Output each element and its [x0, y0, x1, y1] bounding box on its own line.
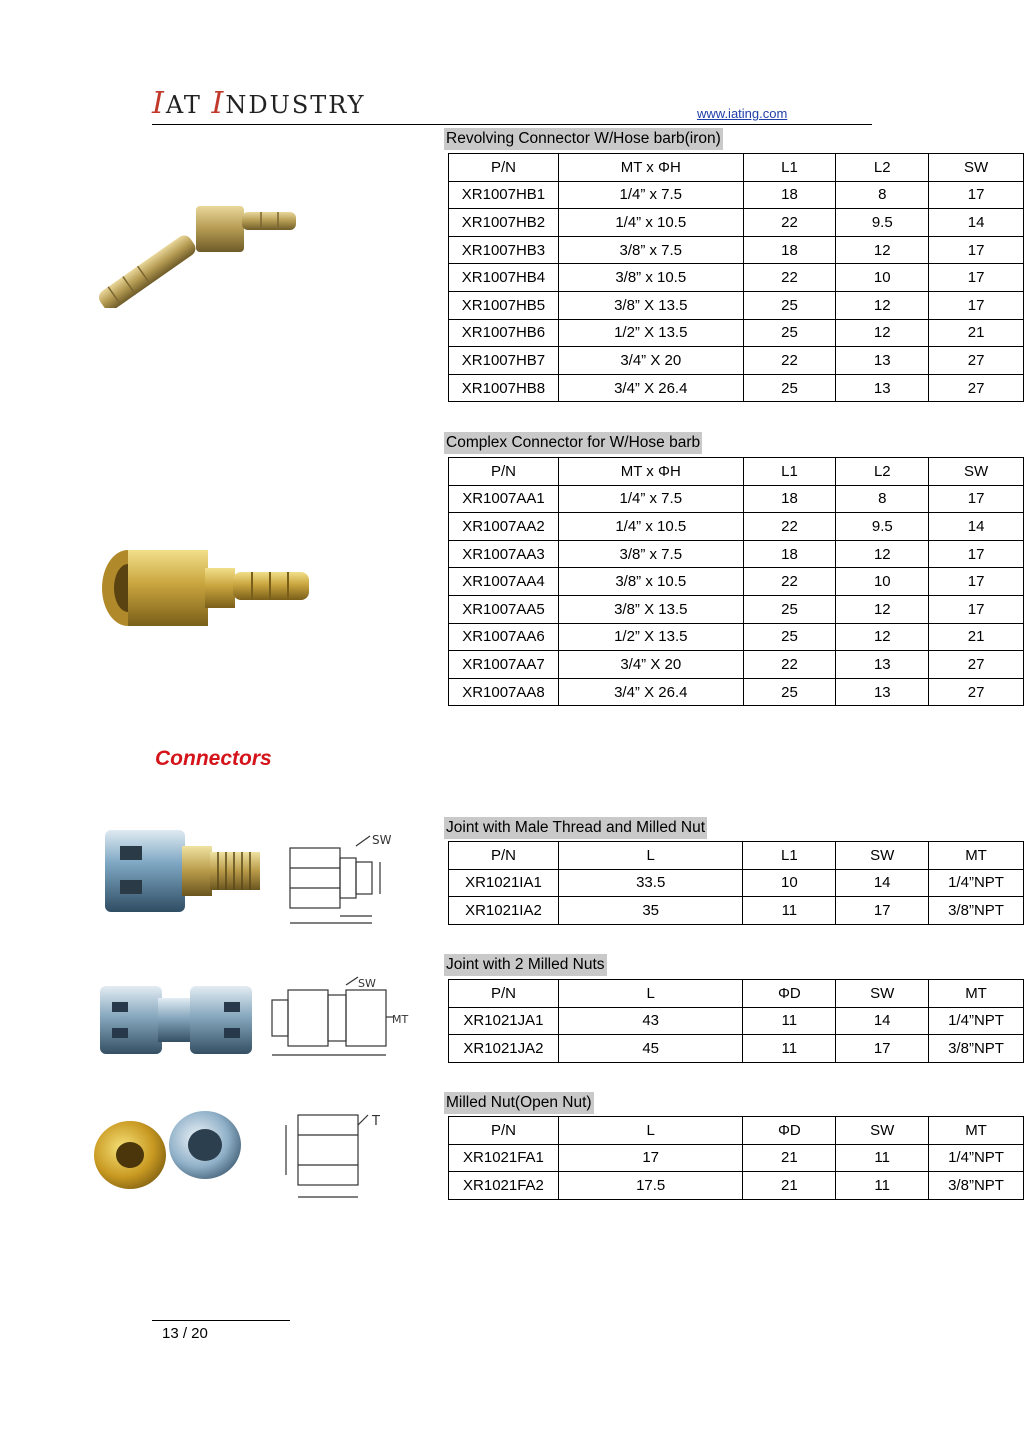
two-milled-nuts-title: Joint with 2 Milled Nuts: [444, 954, 607, 976]
table-cell: 12: [836, 595, 929, 623]
table-cell: 3/8” x 10.5: [558, 264, 743, 292]
logo-cap-2: I: [211, 86, 226, 121]
header-cell: P/N: [449, 842, 559, 870]
company-logo: [152, 80, 382, 120]
table-cell: 9.5: [836, 513, 929, 541]
table-cell: 17: [929, 595, 1024, 623]
table-cell: 9.5: [836, 209, 929, 237]
table-cell: 1/2” X 13.5: [558, 623, 743, 651]
table-cell: 12: [836, 236, 929, 264]
table-cell: XR1007HB8: [449, 374, 559, 402]
table-header-row: [449, 458, 1024, 486]
table-cell: 25: [743, 678, 836, 706]
table-row: [449, 347, 1024, 375]
open-nut-table: [448, 1116, 1024, 1200]
table-cell: 27: [929, 651, 1024, 679]
male-thread-joint-table: [448, 841, 1024, 925]
table-row: [449, 209, 1024, 237]
header-cell: SW: [929, 154, 1024, 182]
table-row: [449, 540, 1024, 568]
header-cell: P/N: [449, 1117, 559, 1145]
table-cell: 21: [929, 623, 1024, 651]
table-cell: 10: [836, 264, 929, 292]
two-milled-nuts-image: [96, 980, 256, 1060]
mt-label: MT: [392, 1013, 409, 1026]
table-cell: 3/8”NPT: [929, 897, 1024, 925]
table-cell: 11: [836, 1144, 929, 1172]
table-cell: 14: [836, 869, 929, 897]
table-cell: 12: [836, 291, 929, 319]
table-cell: 8: [836, 485, 929, 513]
table-cell: XR1021FA1: [449, 1144, 559, 1172]
table-cell: 13: [836, 651, 929, 679]
table-cell: 17: [929, 291, 1024, 319]
table-header-row: [449, 842, 1024, 870]
table-cell: 3/8” x 7.5: [558, 540, 743, 568]
table-cell: 12: [836, 540, 929, 568]
table-row: [449, 869, 1024, 897]
table-cell: 21: [743, 1172, 836, 1200]
header-cell: L: [558, 842, 743, 870]
header-cell: L2: [836, 458, 929, 486]
table-cell: 3/8” X 13.5: [558, 291, 743, 319]
footer-divider: [152, 1320, 290, 1321]
two-milled-nuts-table: [448, 979, 1024, 1063]
header-cell: SW: [836, 1117, 929, 1145]
table-cell: 22: [743, 568, 836, 596]
table-cell: 22: [743, 209, 836, 237]
header-cell: P/N: [449, 154, 559, 182]
table-cell: 22: [743, 513, 836, 541]
table-row: [449, 1144, 1024, 1172]
table-row: [449, 897, 1024, 925]
table-cell: 17.5: [558, 1172, 743, 1200]
header-cell: MT x ΦH: [558, 154, 743, 182]
table-cell: 10: [743, 869, 836, 897]
table-cell: XR1007HB6: [449, 319, 559, 347]
table-cell: 17: [836, 1035, 929, 1063]
table-cell: 1/4”NPT: [929, 869, 1024, 897]
table-cell: 22: [743, 347, 836, 375]
revolving-connector-image: [86, 188, 306, 308]
header-cell: SW: [929, 458, 1024, 486]
table-cell: 43: [558, 1007, 743, 1035]
table-cell: 1/4” x 10.5: [558, 209, 743, 237]
table-cell: 33.5: [558, 869, 743, 897]
table-cell: 3/4” X 20: [558, 347, 743, 375]
table-cell: 25: [743, 291, 836, 319]
table-cell: 18: [743, 236, 836, 264]
sw-label: SW: [358, 977, 376, 990]
table-row: [449, 264, 1024, 292]
table-cell: XR1007AA3: [449, 540, 559, 568]
table-cell: 3/4” X 26.4: [558, 374, 743, 402]
table-row: [449, 595, 1024, 623]
table-cell: 35: [558, 897, 743, 925]
sw-label: SW: [372, 833, 392, 847]
table-cell: 22: [743, 651, 836, 679]
header-divider: [152, 124, 872, 125]
table-row: [449, 291, 1024, 319]
table-cell: 1/4” x 10.5: [558, 513, 743, 541]
table-cell: 17: [929, 485, 1024, 513]
table-cell: 45: [558, 1035, 743, 1063]
logo-text-a: AT: [165, 91, 212, 119]
male-thread-joint-drawing: [280, 828, 405, 933]
header-cell: P/N: [449, 458, 559, 486]
header-cell: ΦD: [743, 980, 836, 1008]
table-cell: XR1007HB5: [449, 291, 559, 319]
table-cell: 25: [743, 374, 836, 402]
table-cell: 17: [929, 181, 1024, 209]
header-cell: MT x ΦH: [558, 458, 743, 486]
table-row: [449, 181, 1024, 209]
table-cell: 1/2” X 13.5: [558, 319, 743, 347]
table-cell: 17: [558, 1144, 743, 1172]
table-cell: 11: [743, 897, 836, 925]
open-nut-drawing: [268, 1105, 418, 1205]
header-cell: ΦD: [743, 1117, 836, 1145]
open-nut-image: [90, 1105, 250, 1195]
header-cell: L1: [743, 458, 836, 486]
header-cell: L: [558, 1117, 743, 1145]
table-cell: XR1007AA5: [449, 595, 559, 623]
table-cell: 3/8” x 7.5: [558, 236, 743, 264]
table-cell: 13: [836, 678, 929, 706]
header-cell: MT: [929, 842, 1024, 870]
table-row: [449, 678, 1024, 706]
table-cell: 1/4”NPT: [929, 1144, 1024, 1172]
connectors-heading: Connectors: [155, 747, 272, 770]
table-cell: 1/4” x 7.5: [558, 181, 743, 209]
table-cell: 25: [743, 319, 836, 347]
table-cell: XR1007HB3: [449, 236, 559, 264]
table-cell: XR1007AA7: [449, 651, 559, 679]
table-cell: 17: [929, 568, 1024, 596]
table-cell: XR1021JA1: [449, 1007, 559, 1035]
page-number: 13 / 20: [162, 1325, 208, 1342]
table-cell: XR1007HB4: [449, 264, 559, 292]
header-cell: L: [558, 980, 743, 1008]
header-cell: L2: [836, 154, 929, 182]
table-cell: 11: [743, 1007, 836, 1035]
table-cell: 18: [743, 181, 836, 209]
table-cell: 25: [743, 623, 836, 651]
table-cell: XR1007HB7: [449, 347, 559, 375]
table-cell: 14: [929, 513, 1024, 541]
table-header-row: [449, 1117, 1024, 1145]
table-cell: 3/4” X 20: [558, 651, 743, 679]
header-cell: MT: [929, 980, 1024, 1008]
table-cell: 12: [836, 319, 929, 347]
table-cell: 25: [743, 595, 836, 623]
table-row: [449, 319, 1024, 347]
table-cell: 17: [929, 540, 1024, 568]
open-nut-title: Milled Nut(Open Nut): [444, 1092, 594, 1114]
table-cell: 3/8” X 13.5: [558, 595, 743, 623]
header-cell: SW: [836, 842, 929, 870]
revolving-connector-title: Revolving Connector W/Hose barb(iron): [444, 128, 723, 150]
table-cell: 8: [836, 181, 929, 209]
header-cell: SW: [836, 980, 929, 1008]
table-cell: 11: [836, 1172, 929, 1200]
complex-connector-image: [100, 540, 315, 640]
male-thread-joint-title: Joint with Male Thread and Milled Nut: [444, 817, 707, 839]
t-label: T: [372, 1114, 380, 1129]
table-cell: 22: [743, 264, 836, 292]
table-header-row: [449, 154, 1024, 182]
table-cell: 14: [836, 1007, 929, 1035]
table-cell: XR1021FA2: [449, 1172, 559, 1200]
table-cell: 21: [743, 1144, 836, 1172]
table-cell: 3/8”NPT: [929, 1172, 1024, 1200]
table-row: [449, 568, 1024, 596]
table-cell: 27: [929, 347, 1024, 375]
table-row: [449, 1172, 1024, 1200]
table-row: [449, 485, 1024, 513]
table-cell: 17: [929, 236, 1024, 264]
complex-connector-title: Complex Connector for W/Hose barb: [444, 432, 702, 454]
header-cell: P/N: [449, 980, 559, 1008]
table-cell: 11: [743, 1035, 836, 1063]
table-header-row: [449, 980, 1024, 1008]
table-cell: 18: [743, 540, 836, 568]
table-cell: XR1007AA8: [449, 678, 559, 706]
table-cell: XR1007HB2: [449, 209, 559, 237]
table-cell: XR1007AA4: [449, 568, 559, 596]
table-cell: XR1007HB1: [449, 181, 559, 209]
table-cell: 17: [836, 897, 929, 925]
header-cell: MT: [929, 1117, 1024, 1145]
header-cell: L1: [743, 154, 836, 182]
table-row: [449, 623, 1024, 651]
table-cell: XR1021IA2: [449, 897, 559, 925]
table-cell: XR1007AA6: [449, 623, 559, 651]
revolving-connector-table: [448, 153, 1024, 402]
table-cell: XR1021JA2: [449, 1035, 559, 1063]
website-link[interactable]: www.iating.com: [697, 106, 788, 121]
table-cell: 3/8” x 10.5: [558, 568, 743, 596]
table-cell: 13: [836, 374, 929, 402]
two-milled-nuts-drawing: [262, 975, 412, 1065]
table-cell: 3/4” X 26.4: [558, 678, 743, 706]
table-cell: 12: [836, 623, 929, 651]
table-cell: 13: [836, 347, 929, 375]
table-cell: 1/4” x 7.5: [558, 485, 743, 513]
table-row: [449, 513, 1024, 541]
table-cell: 3/8”NPT: [929, 1035, 1024, 1063]
table-cell: 27: [929, 374, 1024, 402]
table-row: [449, 236, 1024, 264]
table-cell: 14: [929, 209, 1024, 237]
table-cell: 10: [836, 568, 929, 596]
table-cell: 18: [743, 485, 836, 513]
table-row: [449, 374, 1024, 402]
table-row: [449, 651, 1024, 679]
table-cell: XR1007AA2: [449, 513, 559, 541]
complex-connector-table: [448, 457, 1024, 706]
table-cell: XR1021IA1: [449, 869, 559, 897]
logo-cap-1: I: [152, 86, 166, 121]
table-cell: 1/4”NPT: [929, 1007, 1024, 1035]
table-cell: 17: [929, 264, 1024, 292]
table-row: [449, 1007, 1024, 1035]
table-cell: 21: [929, 319, 1024, 347]
logo-text-b: NDUSTRY: [225, 91, 366, 119]
table-row: [449, 1035, 1024, 1063]
male-thread-joint-image: [100, 818, 270, 923]
table-cell: 27: [929, 678, 1024, 706]
table-cell: XR1007AA1: [449, 485, 559, 513]
header-cell: L1: [743, 842, 836, 870]
